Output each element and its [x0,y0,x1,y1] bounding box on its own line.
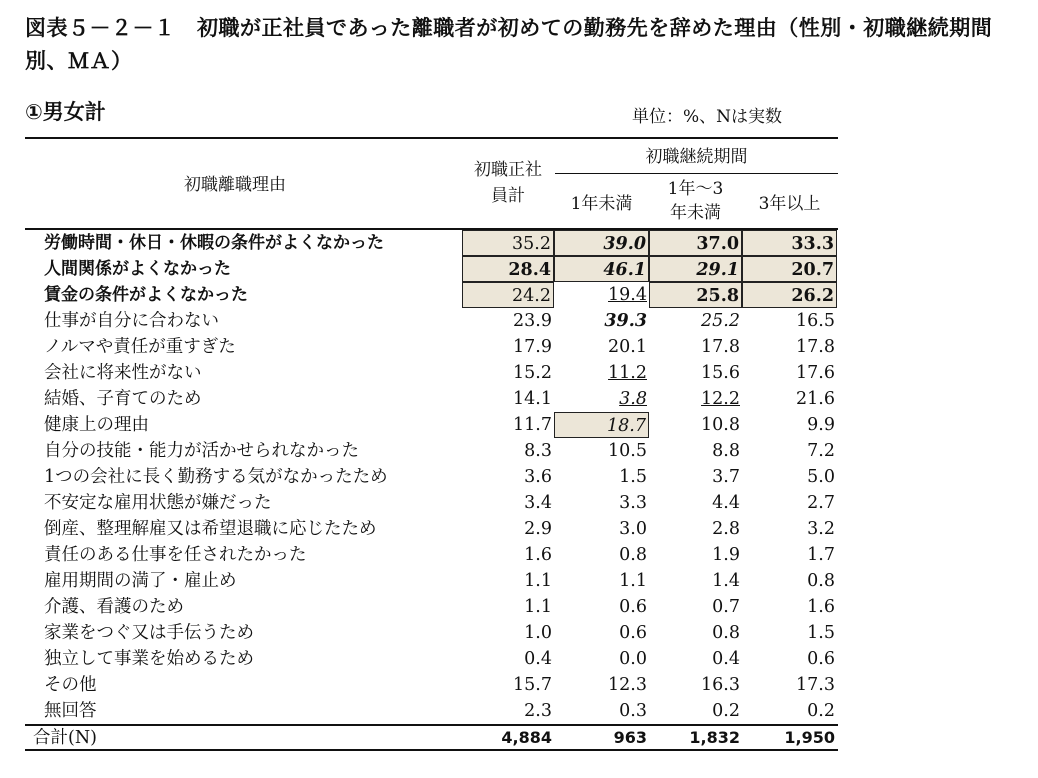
cell-value: 1.1 [524,571,552,591]
cell-value: 39.0 [603,234,646,254]
cell-1to3 [649,386,742,412]
cell-lt1year [554,308,649,334]
cell-value: 0.6 [807,649,835,669]
header-group: 初職継続期間 [645,147,748,167]
cell-value: 29.1 [696,260,739,280]
row-label: 雇用期間の満了・雇止め [44,571,237,591]
cell-value: 1.9 [712,545,740,565]
cell-value: 15.6 [701,363,740,383]
cell-value: 17.3 [796,675,835,695]
cell-value: 3.0 [619,519,647,539]
header-3plus: 3年以上 [758,194,821,214]
cell-value: 39.3 [604,311,647,331]
cell-lt1year [554,334,649,360]
cell-3plus [742,698,837,724]
cell-value: 46.1 [603,260,646,280]
total-all: 4,884 [501,728,552,747]
row-label: 責任のある仕事を任されたかった [44,545,307,565]
header-1to3-line2: 年未満 [670,203,721,223]
cell-all [462,698,554,724]
cell-1to3 [649,672,742,698]
cell-value: 4.4 [712,493,740,513]
cell-value: 0.4 [712,649,740,669]
cell-value: 0.2 [807,701,835,721]
cell-3plus [742,542,837,568]
cell-lt1year [554,646,649,672]
cell-3plus [742,308,837,334]
cell-lt1year [554,620,649,646]
cell-all [462,386,554,412]
cell-value: 0.2 [712,701,740,721]
table-top-rule [25,137,838,139]
cell-all [462,412,554,438]
cell-lt1year [554,412,649,438]
cell-value: 0.6 [619,597,647,617]
cell-value: 28.4 [508,260,551,280]
header-1to3-line1: 1年～3 [667,179,724,199]
table-row [25,542,838,568]
cell-1to3 [649,646,742,672]
total-1to3: 1,832 [689,728,740,747]
cell-all [462,464,554,490]
cell-1to3 [649,620,742,646]
cell-value: 2.3 [524,701,552,721]
row-label: 結婚、子育てのため [44,389,202,409]
cell-value: 3.8 [619,389,647,409]
cell-lt1year [554,256,649,282]
cell-value: 1.1 [619,571,647,591]
cell-lt1year [554,386,649,412]
cell-value: 20.1 [608,337,647,357]
table-row [25,256,838,282]
table-row [25,386,838,412]
table-row [25,438,838,464]
cell-1to3 [649,698,742,724]
row-label: 家業をつぐ又は手伝うため [44,623,254,643]
cell-3plus [742,334,837,360]
cell-value: 3.6 [524,467,552,487]
cell-value: 12.3 [608,675,647,695]
cell-value: 3.2 [807,519,835,539]
cell-value: 1.5 [807,623,835,643]
cell-all [462,334,554,360]
cell-value: 0.3 [619,701,647,721]
cell-3plus [742,360,837,386]
row-label: 自分の技能・能力が活かせられなかった [44,441,359,461]
cell-lt1year [554,464,649,490]
cell-lt1year [554,542,649,568]
cell-value: 12.2 [701,389,740,409]
cell-lt1year [554,698,649,724]
row-label: 会社に将来性がない [44,363,202,383]
cell-all [462,646,554,672]
row-label: 不安定な雇用状態が嫌だった [44,493,272,513]
cell-value: 1.5 [619,467,647,487]
cell-1to3 [649,256,742,282]
cell-all [462,672,554,698]
total-lt1year: 963 [613,728,647,747]
page-title: 図表５－２－１ 初職が正社員であった離職者が初めての勤務先を辞めた理由（性別・初職継続期間別、ＭＡ） [25,16,993,73]
cell-3plus [742,568,837,594]
cell-lt1year [554,360,649,386]
cell-3plus [742,620,837,646]
group-header-rule [555,173,838,174]
cell-all [462,360,554,386]
cell-1to3 [649,542,742,568]
cell-1to3 [649,334,742,360]
cell-3plus [742,594,837,620]
cell-value: 17.9 [513,337,552,357]
table-row [25,568,838,594]
cell-value: 26.2 [791,286,834,306]
cell-3plus [742,464,837,490]
table-row [25,282,838,308]
row-label: 人間関係がよくなかった [44,259,231,279]
header-lt1year: 1年未満 [570,194,633,214]
cell-all [462,438,554,464]
cell-lt1year [554,516,649,542]
row-label: ノルマや責任が重すぎた [44,337,236,357]
cell-value: 16.3 [701,675,740,695]
cell-value: 10.5 [608,441,647,461]
cell-lt1year [554,490,649,516]
cell-value: 7.2 [807,441,835,461]
cell-all [462,256,554,282]
cell-value: 0.8 [619,545,647,565]
cell-value: 0.4 [524,649,552,669]
cell-value: 1.6 [807,597,835,617]
cell-value: 15.2 [513,363,552,383]
header-total-line1: 初職正社 [474,160,542,180]
total-3plus: 1,950 [784,728,835,747]
cell-3plus [742,490,837,516]
cell-lt1year [554,230,649,256]
cell-1to3 [649,230,742,256]
cell-1to3 [649,412,742,438]
cell-value: 1.7 [807,545,835,565]
cell-value: 9.9 [807,415,835,435]
cell-3plus [742,230,837,256]
cell-value: 21.6 [796,389,835,409]
cell-1to3 [649,594,742,620]
cell-value: 15.7 [513,675,552,695]
header-total-line2: 員計 [491,186,525,206]
cell-value: 23.9 [513,311,552,331]
cell-value: 0.8 [712,623,740,643]
table-row [25,464,838,490]
cell-value: 3.3 [619,493,647,513]
cell-value: 5.0 [807,467,835,487]
cell-value: 0.6 [619,623,647,643]
table-row [25,490,838,516]
table-row [25,308,838,334]
row-label: その他 [44,675,97,695]
table-row [25,620,838,646]
cell-value: 17.6 [796,363,835,383]
cell-all [462,516,554,542]
data-table [25,137,838,751]
table-row [25,230,838,256]
table-row [25,594,838,620]
cell-3plus [742,386,837,412]
row-label: 独立して事業を始めるため [44,649,254,669]
table-row [25,646,838,672]
cell-1to3 [649,308,742,334]
table-row [25,334,838,360]
cell-value: 25.8 [696,286,739,306]
cell-value: 37.0 [696,234,739,254]
row-label: 賃金の条件がよくなかった [44,285,248,305]
cell-value: 14.1 [513,389,552,409]
header-reason: 初職離職理由 [184,175,286,195]
row-label: 労働時間・休日・休暇の条件がよくなかった [44,233,384,253]
cell-all [462,490,554,516]
row-label: 1つの会社に長く勤務する気がなかったため [44,467,388,487]
cell-all [462,282,554,308]
cell-value: 0.7 [712,597,740,617]
cell-3plus [742,412,837,438]
table-row [25,412,838,438]
total-row [25,725,838,751]
row-label: 倒産、整理解雇又は希望退職に応じたため [44,519,377,539]
cell-value: 33.3 [791,234,834,254]
cell-value: 8.3 [524,441,552,461]
cell-value: 2.9 [524,519,552,539]
cell-3plus [742,282,837,308]
cell-value: 1.6 [524,545,552,565]
cell-lt1year [554,568,649,594]
cell-1to3 [649,490,742,516]
cell-lt1year [554,282,649,308]
cell-value: 16.5 [796,311,835,331]
cell-value: 2.7 [807,493,835,513]
table-subtitle: ①男女計 [25,100,106,124]
row-label: 介護、看護のため [44,597,184,617]
cell-value: 19.4 [608,285,647,305]
cell-all [462,308,554,334]
cell-all [462,542,554,568]
cell-value: 11.2 [608,363,647,383]
cell-value: 1.4 [712,571,740,591]
cell-value: 3.7 [712,467,740,487]
cell-1to3 [649,464,742,490]
row-label: 無回答 [44,701,97,721]
cell-1to3 [649,568,742,594]
cell-value: 24.2 [512,286,551,306]
cell-value: 10.8 [701,415,740,435]
cell-1to3 [649,438,742,464]
cell-value: 0.0 [619,649,647,669]
table-row [25,516,838,542]
cell-lt1year [554,672,649,698]
cell-value: 25.2 [701,311,740,331]
cell-lt1year [554,438,649,464]
row-label: 健康上の理由 [44,415,149,435]
cell-3plus [742,646,837,672]
cell-value: 17.8 [701,337,740,357]
cell-3plus [742,516,837,542]
cell-3plus [742,672,837,698]
cell-value: 1.1 [524,597,552,617]
cell-value: 0.8 [807,571,835,591]
table-row [25,698,838,724]
cell-value: 11.7 [513,415,552,435]
cell-1to3 [649,282,742,308]
cell-1to3 [649,360,742,386]
table-row [25,360,838,386]
cell-value: 2.8 [712,519,740,539]
cell-value: 20.7 [791,260,834,280]
cell-all [462,594,554,620]
cell-3plus [742,256,837,282]
cell-all [462,620,554,646]
cell-value: 35.2 [512,234,551,254]
cell-all [462,230,554,256]
cell-1to3 [649,516,742,542]
cell-value: 17.8 [796,337,835,357]
total-label: 合計(N) [33,728,97,748]
cell-value: 18.7 [607,416,646,436]
table-bottom-rule [25,749,838,751]
row-label: 仕事が自分に合わない [44,311,219,331]
cell-value: 3.4 [524,493,552,513]
cell-value: 8.8 [712,441,740,461]
unit-note: 単位：%、Nは実数 [632,107,783,127]
cell-lt1year [554,594,649,620]
cell-all [462,568,554,594]
table-row [25,672,838,698]
cell-3plus [742,438,837,464]
cell-value: 1.0 [524,623,552,643]
